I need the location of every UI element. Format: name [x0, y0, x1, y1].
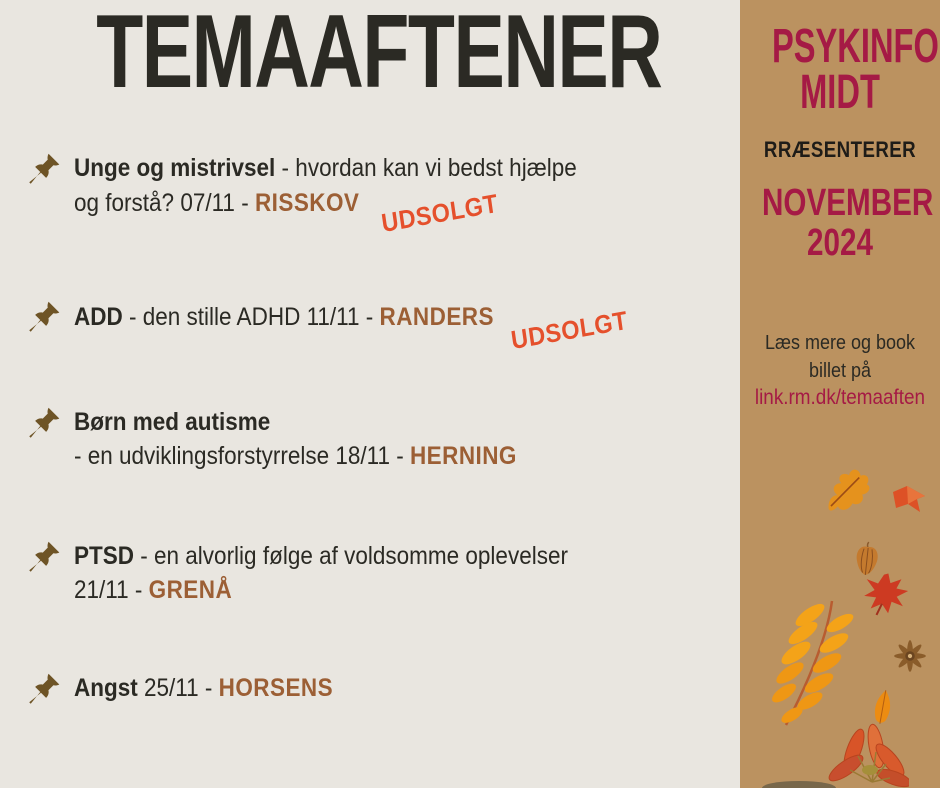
event-city: HORSENS	[218, 674, 334, 702]
brand-name	[772, 20, 939, 119]
event-description: 21/11 -	[74, 576, 149, 604]
month-label	[762, 182, 934, 264]
rowan-leaf-image	[770, 597, 855, 729]
soldout-badge: UDSOLGT	[508, 304, 630, 356]
event-item-ptsd	[26, 539, 623, 607]
red-leaf-fragment-image	[890, 484, 928, 518]
event-title: PTSD	[74, 542, 135, 570]
pushpin-icon	[26, 150, 63, 187]
oak-leaf-image	[813, 459, 881, 523]
presents-label: RRÆSENTERER	[763, 137, 917, 162]
event-description: og forstå? 07/11 -	[74, 189, 255, 217]
dark-decor-shape	[762, 781, 836, 788]
event-title: Børn med autisme	[74, 408, 271, 436]
event-city: RISSKOV	[254, 189, 360, 217]
sidebar	[740, 0, 940, 788]
maple-leaf-image	[855, 566, 913, 621]
booking-link[interactable]: link.rm.dk/temaaften	[754, 386, 926, 409]
soldout-badge: UDSOLGT	[379, 187, 500, 239]
event-title: ADD	[74, 303, 123, 331]
event-description: - hvordan kan vi bedst hjælpe	[275, 154, 577, 182]
pushpin-icon	[26, 298, 63, 335]
event-title: Angst	[74, 674, 138, 702]
page-title: TEMAAFTENER	[96, 0, 662, 110]
brand-line2: MIDT	[800, 66, 880, 119]
event-item-unge-og-mistrivsel	[26, 151, 633, 239]
event-city: RANDERS	[379, 303, 494, 331]
star-anise-image	[892, 639, 928, 673]
brand-line1: PSYKINFO	[772, 20, 939, 73]
event-item-add	[26, 299, 689, 356]
month-line2: 2024	[807, 222, 873, 264]
creeper-leaf-image	[824, 716, 909, 788]
event-item-boern-med-autisme	[26, 405, 566, 473]
event-city: GRENÅ	[148, 576, 233, 604]
pushpin-icon	[26, 538, 63, 575]
month-line1: NOVEMBER	[762, 182, 934, 224]
event-title: Unge og mistrivsel	[74, 154, 276, 182]
cta-text: Læs mere og book billet på	[764, 332, 916, 382]
event-description: - en alvorlig følge af voldsomme oplevelser	[134, 542, 568, 570]
event-description: - den stille ADHD 11/11 -	[122, 303, 380, 331]
event-description: - en udviklingsforstyrrelse 18/11 -	[74, 442, 410, 470]
event-description: 25/11 -	[137, 674, 219, 702]
event-item-angst	[26, 671, 362, 707]
event-city: HERNING	[409, 442, 517, 470]
pushpin-icon	[26, 404, 63, 441]
pushpin-icon	[26, 670, 63, 707]
